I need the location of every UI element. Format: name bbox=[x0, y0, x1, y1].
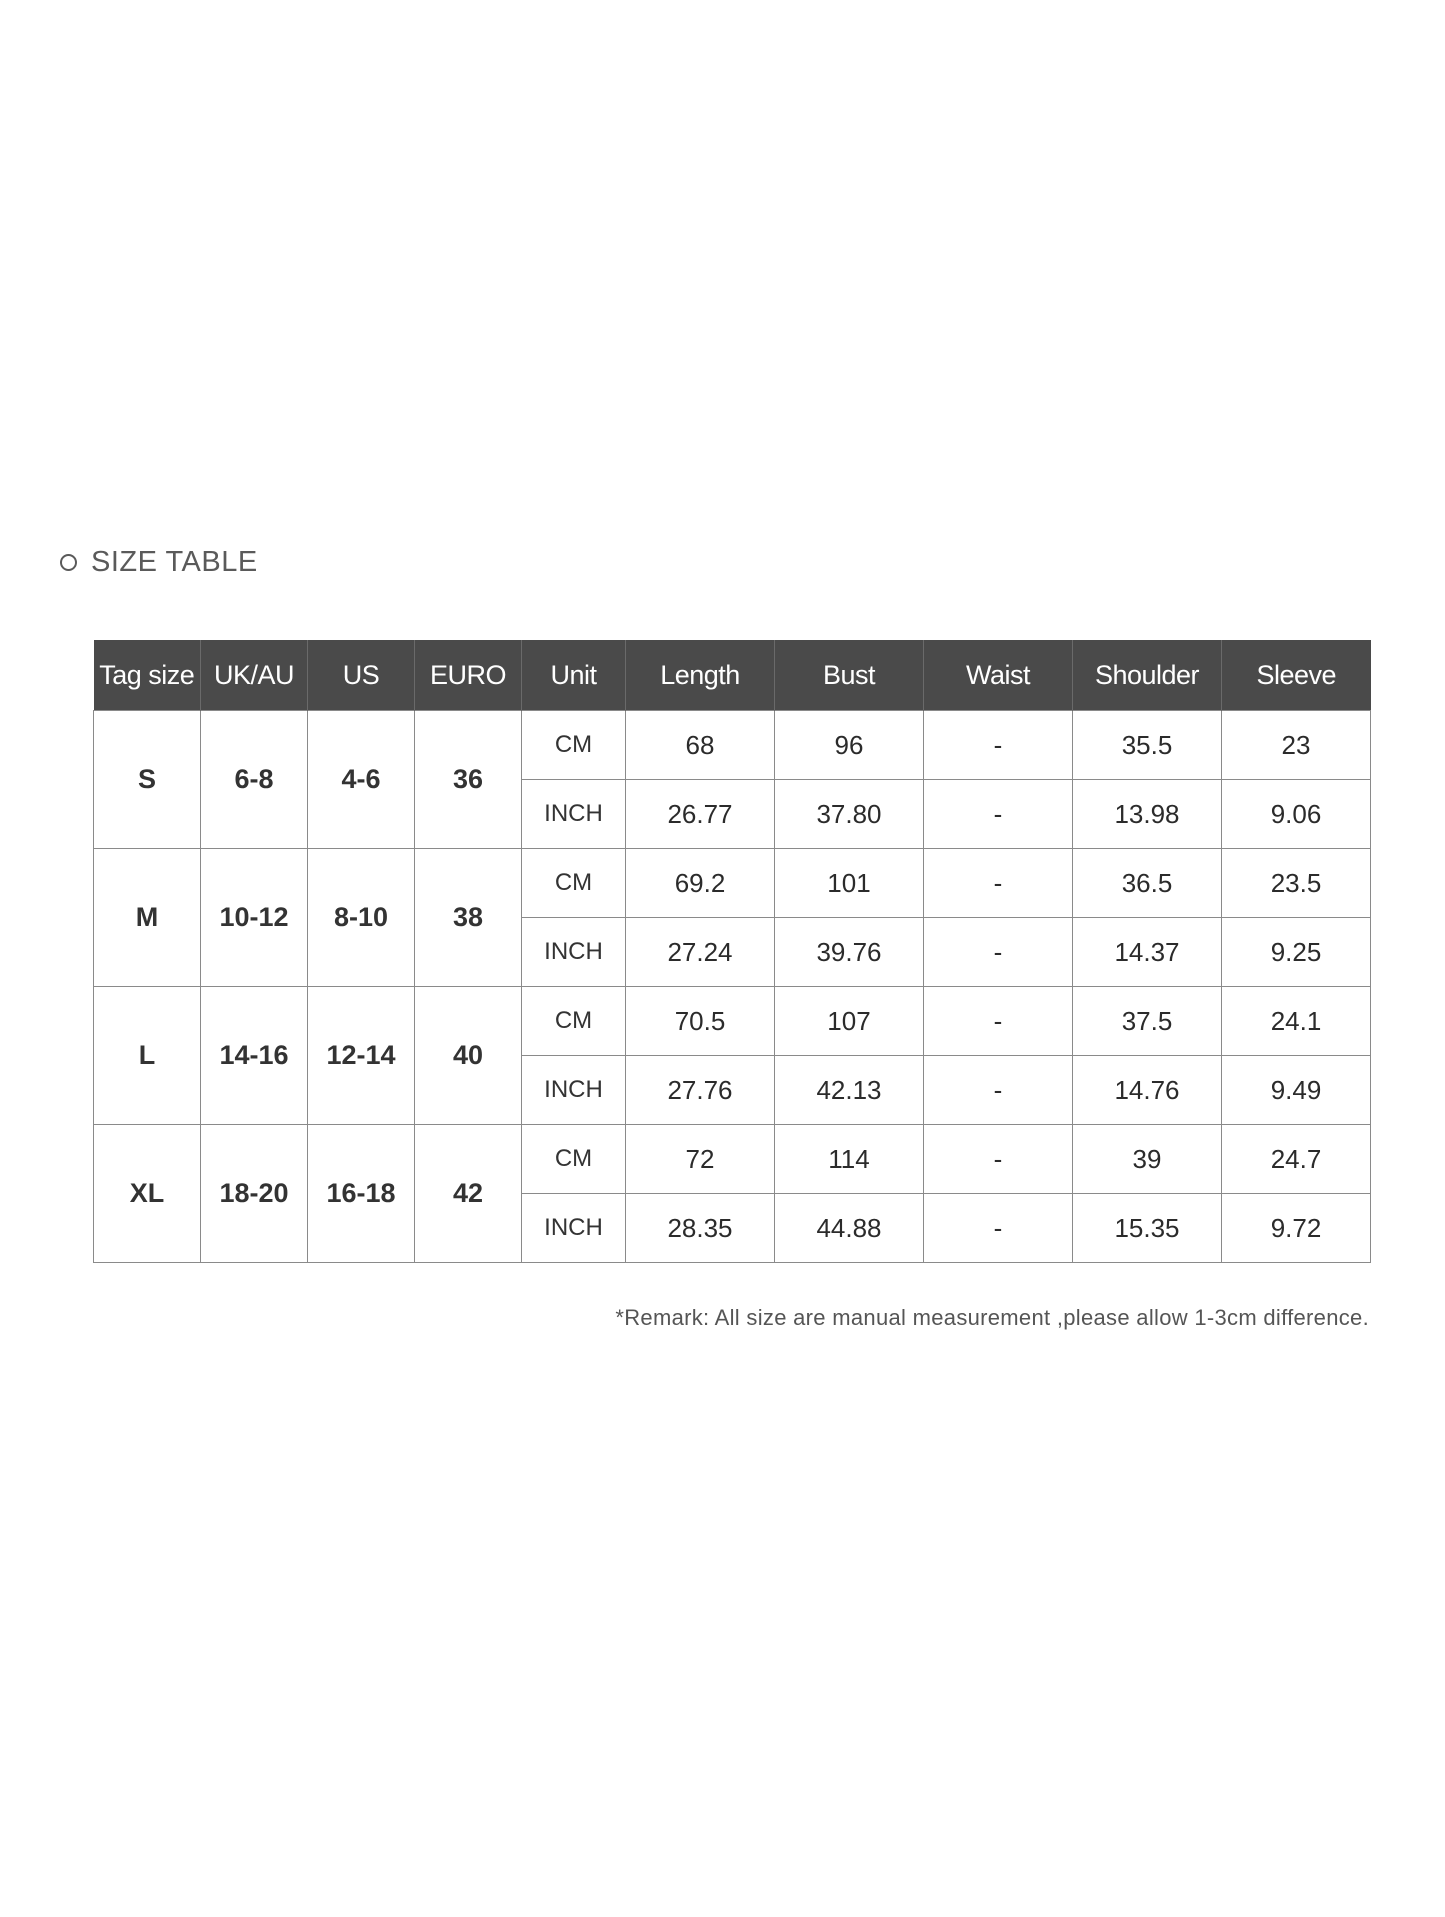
shoulder-cell: 35.5 bbox=[1073, 711, 1222, 780]
length-cell: 27.76 bbox=[626, 1056, 775, 1125]
waist-cell: - bbox=[924, 918, 1073, 987]
sleeve-cell: 9.06 bbox=[1222, 780, 1371, 849]
header-bust: Bust bbox=[775, 640, 924, 711]
unit-cell: CM bbox=[522, 1125, 626, 1194]
size-table bbox=[93, 640, 1371, 1263]
sleeve-cell: 24.7 bbox=[1222, 1125, 1371, 1194]
us-cell: 12-14 bbox=[308, 987, 415, 1125]
sleeve-cell: 9.49 bbox=[1222, 1056, 1371, 1125]
remark-text: *Remark: All size are manual measurement ,please allow 1-3cm difference. bbox=[615, 1305, 1369, 1330]
length-cell: 28.35 bbox=[626, 1194, 775, 1263]
bust-cell: 101 bbox=[775, 849, 924, 918]
circle-icon bbox=[60, 554, 77, 571]
header-waist: Waist bbox=[924, 640, 1073, 711]
uk-au-cell: 6-8 bbox=[201, 711, 308, 849]
header-shoulder: Shoulder bbox=[1073, 640, 1222, 711]
bust-cell: 96 bbox=[775, 711, 924, 780]
bust-cell: 44.88 bbox=[775, 1194, 924, 1263]
unit-cell: INCH bbox=[522, 1194, 626, 1263]
table-row bbox=[94, 849, 1371, 918]
waist-cell: - bbox=[924, 780, 1073, 849]
unit-cell: INCH bbox=[522, 918, 626, 987]
unit-cell: INCH bbox=[522, 1056, 626, 1125]
header-euro: EURO bbox=[415, 640, 522, 711]
waist-cell: - bbox=[924, 1056, 1073, 1125]
header-us: US bbox=[308, 640, 415, 711]
bust-cell: 107 bbox=[775, 987, 924, 1056]
us-cell: 4-6 bbox=[308, 711, 415, 849]
sleeve-cell: 23 bbox=[1222, 711, 1371, 780]
euro-cell: 36 bbox=[415, 711, 522, 849]
shoulder-cell: 15.35 bbox=[1073, 1194, 1222, 1263]
euro-cell: 42 bbox=[415, 1125, 522, 1263]
unit-cell: INCH bbox=[522, 780, 626, 849]
waist-cell: - bbox=[924, 1125, 1073, 1194]
shoulder-cell: 14.37 bbox=[1073, 918, 1222, 987]
unit-cell: CM bbox=[522, 711, 626, 780]
header-length: Length bbox=[626, 640, 775, 711]
tag-size-cell: M bbox=[94, 849, 201, 987]
bust-cell: 39.76 bbox=[775, 918, 924, 987]
shoulder-cell: 14.76 bbox=[1073, 1056, 1222, 1125]
bust-cell: 114 bbox=[775, 1125, 924, 1194]
waist-cell: - bbox=[924, 1194, 1073, 1263]
euro-cell: 40 bbox=[415, 987, 522, 1125]
us-cell: 16-18 bbox=[308, 1125, 415, 1263]
sleeve-cell: 23.5 bbox=[1222, 849, 1371, 918]
sleeve-cell: 24.1 bbox=[1222, 987, 1371, 1056]
uk-au-cell: 14-16 bbox=[201, 987, 308, 1125]
section-title-text: SIZE TABLE bbox=[91, 545, 258, 578]
unit-cell: CM bbox=[522, 849, 626, 918]
waist-cell: - bbox=[924, 711, 1073, 780]
length-cell: 72 bbox=[626, 1125, 775, 1194]
uk-au-cell: 18-20 bbox=[201, 1125, 308, 1263]
header-tag-size: Tag size bbox=[94, 640, 201, 711]
tag-size-cell: S bbox=[94, 711, 201, 849]
sleeve-cell: 9.72 bbox=[1222, 1194, 1371, 1263]
header-uk-au: UK/AU bbox=[201, 640, 308, 711]
tag-size-cell: XL bbox=[94, 1125, 201, 1263]
waist-cell: - bbox=[924, 987, 1073, 1056]
unit-cell: CM bbox=[522, 987, 626, 1056]
header-row bbox=[94, 640, 1371, 711]
table-row bbox=[94, 987, 1371, 1056]
header-sleeve: Sleeve bbox=[1222, 640, 1371, 711]
shoulder-cell: 36.5 bbox=[1073, 849, 1222, 918]
uk-au-cell: 10-12 bbox=[201, 849, 308, 987]
euro-cell: 38 bbox=[415, 849, 522, 987]
waist-cell: - bbox=[924, 849, 1073, 918]
length-cell: 69.2 bbox=[626, 849, 775, 918]
tag-size-cell: L bbox=[94, 987, 201, 1125]
shoulder-cell: 39 bbox=[1073, 1125, 1222, 1194]
length-cell: 70.5 bbox=[626, 987, 775, 1056]
table-row bbox=[94, 711, 1371, 780]
length-cell: 26.77 bbox=[626, 780, 775, 849]
shoulder-cell: 37.5 bbox=[1073, 987, 1222, 1056]
length-cell: 27.24 bbox=[626, 918, 775, 987]
us-cell: 8-10 bbox=[308, 849, 415, 987]
section-title bbox=[60, 544, 258, 580]
header-unit: Unit bbox=[522, 640, 626, 711]
shoulder-cell: 13.98 bbox=[1073, 780, 1222, 849]
table-row bbox=[94, 1125, 1371, 1194]
bust-cell: 42.13 bbox=[775, 1056, 924, 1125]
sleeve-cell: 9.25 bbox=[1222, 918, 1371, 987]
length-cell: 68 bbox=[626, 711, 775, 780]
bust-cell: 37.80 bbox=[775, 780, 924, 849]
